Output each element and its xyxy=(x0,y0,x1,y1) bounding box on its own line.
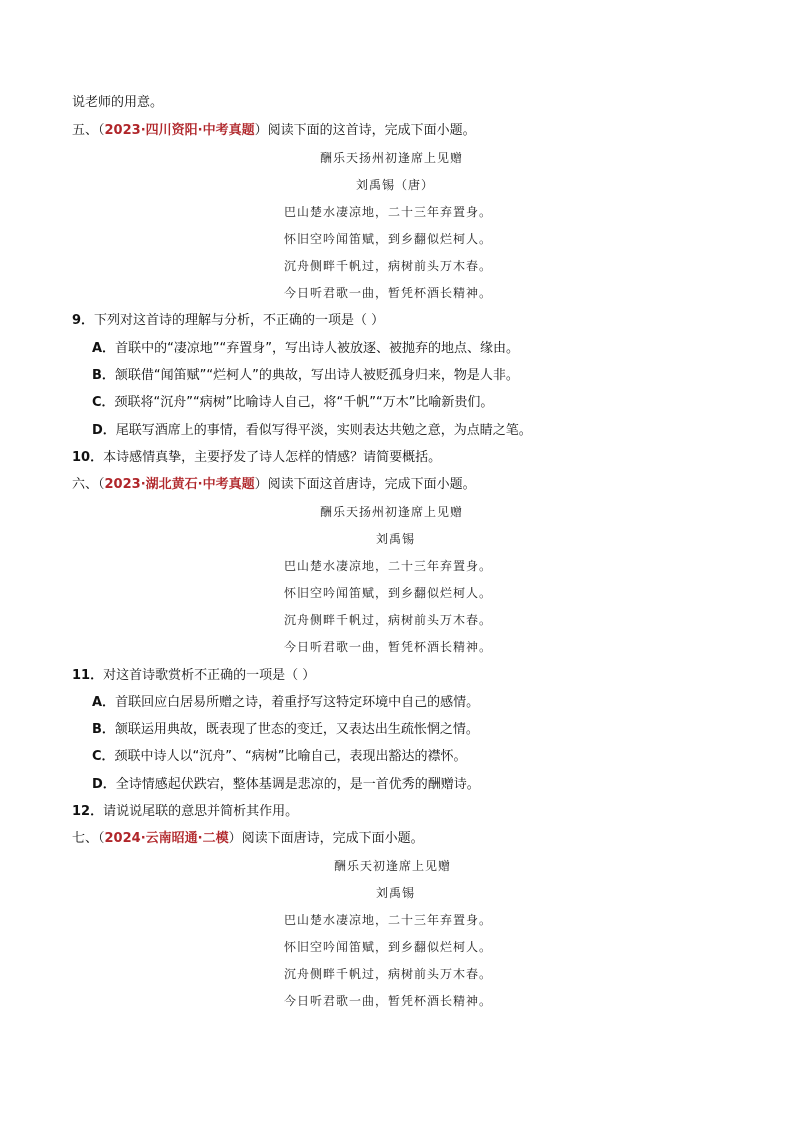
question-text: 本诗感情真挚，主要抒发了诗人怎样的情感？请简要概括。 xyxy=(103,450,442,465)
option xyxy=(92,721,479,739)
question xyxy=(72,667,315,685)
poem-title: 酬乐天初逢席上见赠 xyxy=(334,859,452,873)
option xyxy=(92,422,532,440)
section-heading: 五、（2023·四川资阳·中考真题）阅读下面的这首诗，完成下面小题。 xyxy=(72,123,476,138)
poem-line: 今日听君歌一曲，暂凭杯酒长精神。 xyxy=(284,640,493,654)
option xyxy=(92,340,519,358)
question-text: 请说说尾联的意思并简析其作用。 xyxy=(103,804,299,819)
option-text: 首联中的“凄凉地”“弃置身”，写出诗人被放逐、被抛弃的地点、缘由。 xyxy=(115,341,520,356)
option-letter: D． xyxy=(92,423,116,438)
option-letter: B． xyxy=(92,368,115,383)
poem-line: 沉舟侧畔千帆过，病树前头万木春。 xyxy=(284,613,493,627)
option-text: 首联回应白居易所赠之诗，着重抒写这特定环境中自己的感情。 xyxy=(115,695,480,710)
poem-line: 沉舟侧畔千帆过，病树前头万木春。 xyxy=(284,967,493,981)
poem-line: 怀旧空吟闻笛赋，到乡翻似烂柯人。 xyxy=(284,586,493,600)
poem-title: 酬乐天扬州初逢席上见赠 xyxy=(320,505,464,519)
option-letter: B． xyxy=(92,722,115,737)
poem-line: 怀旧空吟闻笛赋，到乡翻似烂柯人。 xyxy=(284,232,493,246)
question xyxy=(72,803,298,821)
option-text: 颈联中诗人以“沉舟”、“病树”比喻自己，表现出豁达的襟怀。 xyxy=(114,749,467,764)
section-heading: 七、（2024·云南昭通·二模）阅读下面唐诗，完成下面小题。 xyxy=(72,831,424,846)
poem-line: 巴山楚水凄凉地，二十三年弃置身。 xyxy=(284,559,493,573)
option xyxy=(92,694,479,712)
poem-line: 今日听君歌一曲，暂凭杯酒长精神。 xyxy=(284,286,493,300)
poem-line: 巴山楚水凄凉地，二十三年弃置身。 xyxy=(284,205,493,219)
option xyxy=(92,776,480,794)
question-number: 9． xyxy=(72,313,95,328)
option-letter: C． xyxy=(92,749,115,764)
question xyxy=(72,312,384,330)
question-text: 下列对这首诗的理解与分析，不正确的一项是（ ） xyxy=(94,313,385,328)
poem-line: 怀旧空吟闻笛赋，到乡翻似烂柯人。 xyxy=(284,940,493,954)
option-text: 全诗情感起伏跌宕，整体基调是悲凉的，是一首优秀的酬赠诗。 xyxy=(115,777,480,792)
poem-line: 沉舟侧畔千帆过，病树前头万木春。 xyxy=(284,259,493,273)
section-heading: 六、（2023·湖北黄石·中考真题）阅读下面这首唐诗，完成下面小题。 xyxy=(72,477,476,492)
poem-author: 刘禹锡 xyxy=(376,532,416,546)
question-number: 12． xyxy=(72,804,104,819)
option xyxy=(92,748,467,766)
option-text: 尾联写酒席上的事情，看似写得平淡，实则表达共勉之意，为点睛之笔。 xyxy=(115,423,532,438)
section-source: 2024·云南昭通·二模 xyxy=(104,831,229,846)
option-text: 颔联借“闻笛赋”“烂柯人”的典故，写出诗人被贬孤身归来，物是人非。 xyxy=(114,368,519,383)
poem-line: 巴山楚水凄凉地，二十三年弃置身。 xyxy=(284,913,493,927)
question-number: 11． xyxy=(72,668,104,683)
section-source: 2023·四川资阳·中考真题 xyxy=(104,123,255,138)
question xyxy=(72,449,441,467)
section-source: 2023·湖北黄石·中考真题 xyxy=(104,477,255,492)
question-number: 10． xyxy=(72,450,104,465)
option-text: 颈联将“沉舟”“病树”比喻诗人自己，将“千帆”“万木”比喻新贵们。 xyxy=(114,395,494,410)
option-letter: A． xyxy=(92,695,116,710)
lead-line: 说老师的用意。 xyxy=(72,95,164,110)
question-text: 对这首诗歌赏析不正确的一项是（ ） xyxy=(103,668,316,683)
poem-line: 今日听君歌一曲，暂凭杯酒长精神。 xyxy=(284,994,493,1008)
poem-title: 酬乐天扬州初逢席上见赠 xyxy=(320,151,464,165)
option xyxy=(92,394,493,412)
option-letter: C． xyxy=(92,395,115,410)
poem-author: 刘禹锡（唐） xyxy=(356,178,435,192)
option-letter: A． xyxy=(92,341,116,356)
option-text: 颔联运用典故，既表现了世态的变迁，又表达出生疏怅惘之情。 xyxy=(114,722,479,737)
option-letter: D． xyxy=(92,777,116,792)
option xyxy=(92,367,519,385)
poem-author: 刘禹锡 xyxy=(376,886,416,900)
